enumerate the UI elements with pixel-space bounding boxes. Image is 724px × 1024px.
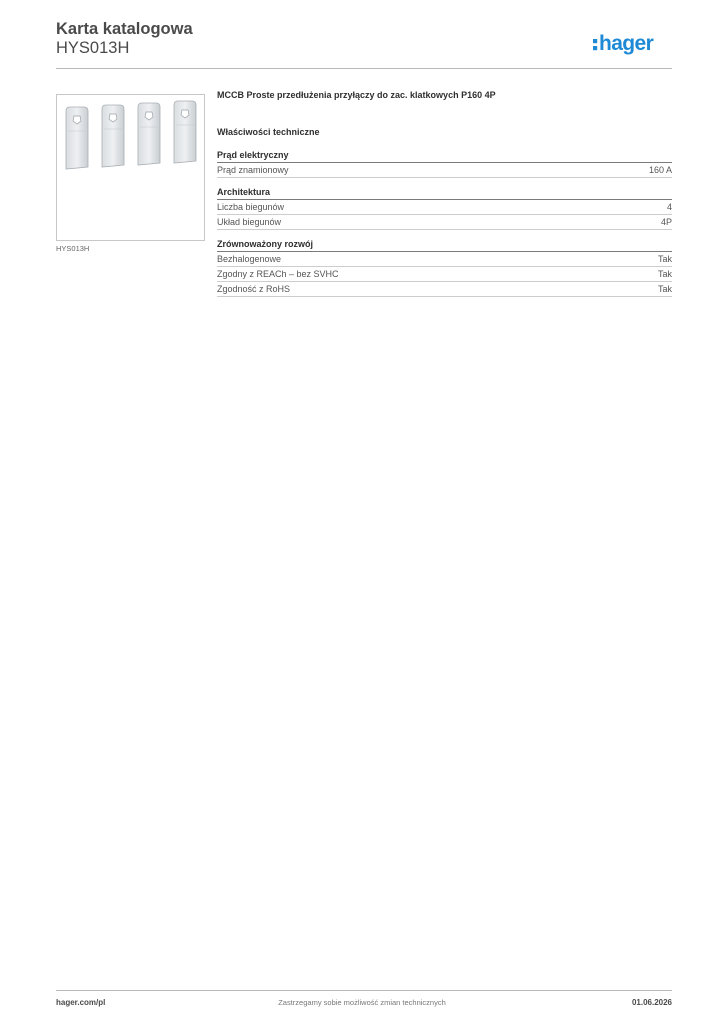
spec-group	[217, 150, 672, 178]
terminal-plate	[138, 103, 160, 165]
spec-label: Prąd znamionowy	[217, 165, 289, 175]
spec-group-title: Zrównoważony rozwój	[217, 239, 672, 252]
footer-disclaimer: Zastrzegamy sobie możliwość zmian technicznych	[278, 998, 446, 1007]
spec-row	[217, 252, 672, 267]
terminal-plate	[174, 101, 196, 163]
spec-value: Tak	[657, 284, 672, 294]
spec-value: Tak	[657, 254, 672, 264]
footer-date: 01.06.2026	[631, 998, 672, 1007]
spec-value: Tak	[657, 269, 672, 279]
busbar-extension-terminals-icon	[57, 95, 204, 240]
spec-value: 160 A	[648, 165, 672, 175]
spec-sheet	[217, 90, 672, 306]
spec-label: Liczba biegunów	[217, 202, 285, 212]
logo-text: hager	[599, 32, 654, 55]
section-title: Właściwości techniczne	[217, 127, 320, 137]
spec-label: Zgodny z REACh – bez SVHC	[217, 269, 339, 279]
spec-value: 4P	[660, 217, 672, 227]
product-image	[56, 94, 205, 241]
header-divider	[56, 68, 672, 69]
image-caption: HYS013H	[56, 244, 90, 253]
spec-row	[217, 215, 672, 230]
spec-groups	[217, 150, 672, 297]
terminal-plate	[66, 107, 88, 169]
document-title: Karta katalogowa	[56, 20, 193, 38]
product-code: HYS013H	[56, 39, 130, 57]
spec-group	[217, 239, 672, 297]
spec-row	[217, 163, 672, 178]
hager-logo	[592, 28, 674, 58]
spec-row	[217, 282, 672, 297]
terminal-plate	[102, 105, 124, 167]
spec-row	[217, 267, 672, 282]
spec-row	[217, 200, 672, 215]
spec-label: Zgodność z RoHS	[217, 284, 291, 294]
spec-label: Układ biegunów	[217, 217, 282, 227]
spec-value: 4	[666, 202, 672, 212]
footer-website: hager.com/pl	[56, 998, 106, 1007]
product-name: MCCB Proste przedłużenia przyłączy do zac. klatkowych P160 4P	[217, 90, 496, 100]
footer-divider	[56, 990, 672, 991]
spec-group-title: Prąd elektryczny	[217, 150, 672, 163]
spec-group-title: Architektura	[217, 187, 672, 200]
spec-label: Bezhalogenowe	[217, 254, 282, 264]
spec-group	[217, 187, 672, 230]
